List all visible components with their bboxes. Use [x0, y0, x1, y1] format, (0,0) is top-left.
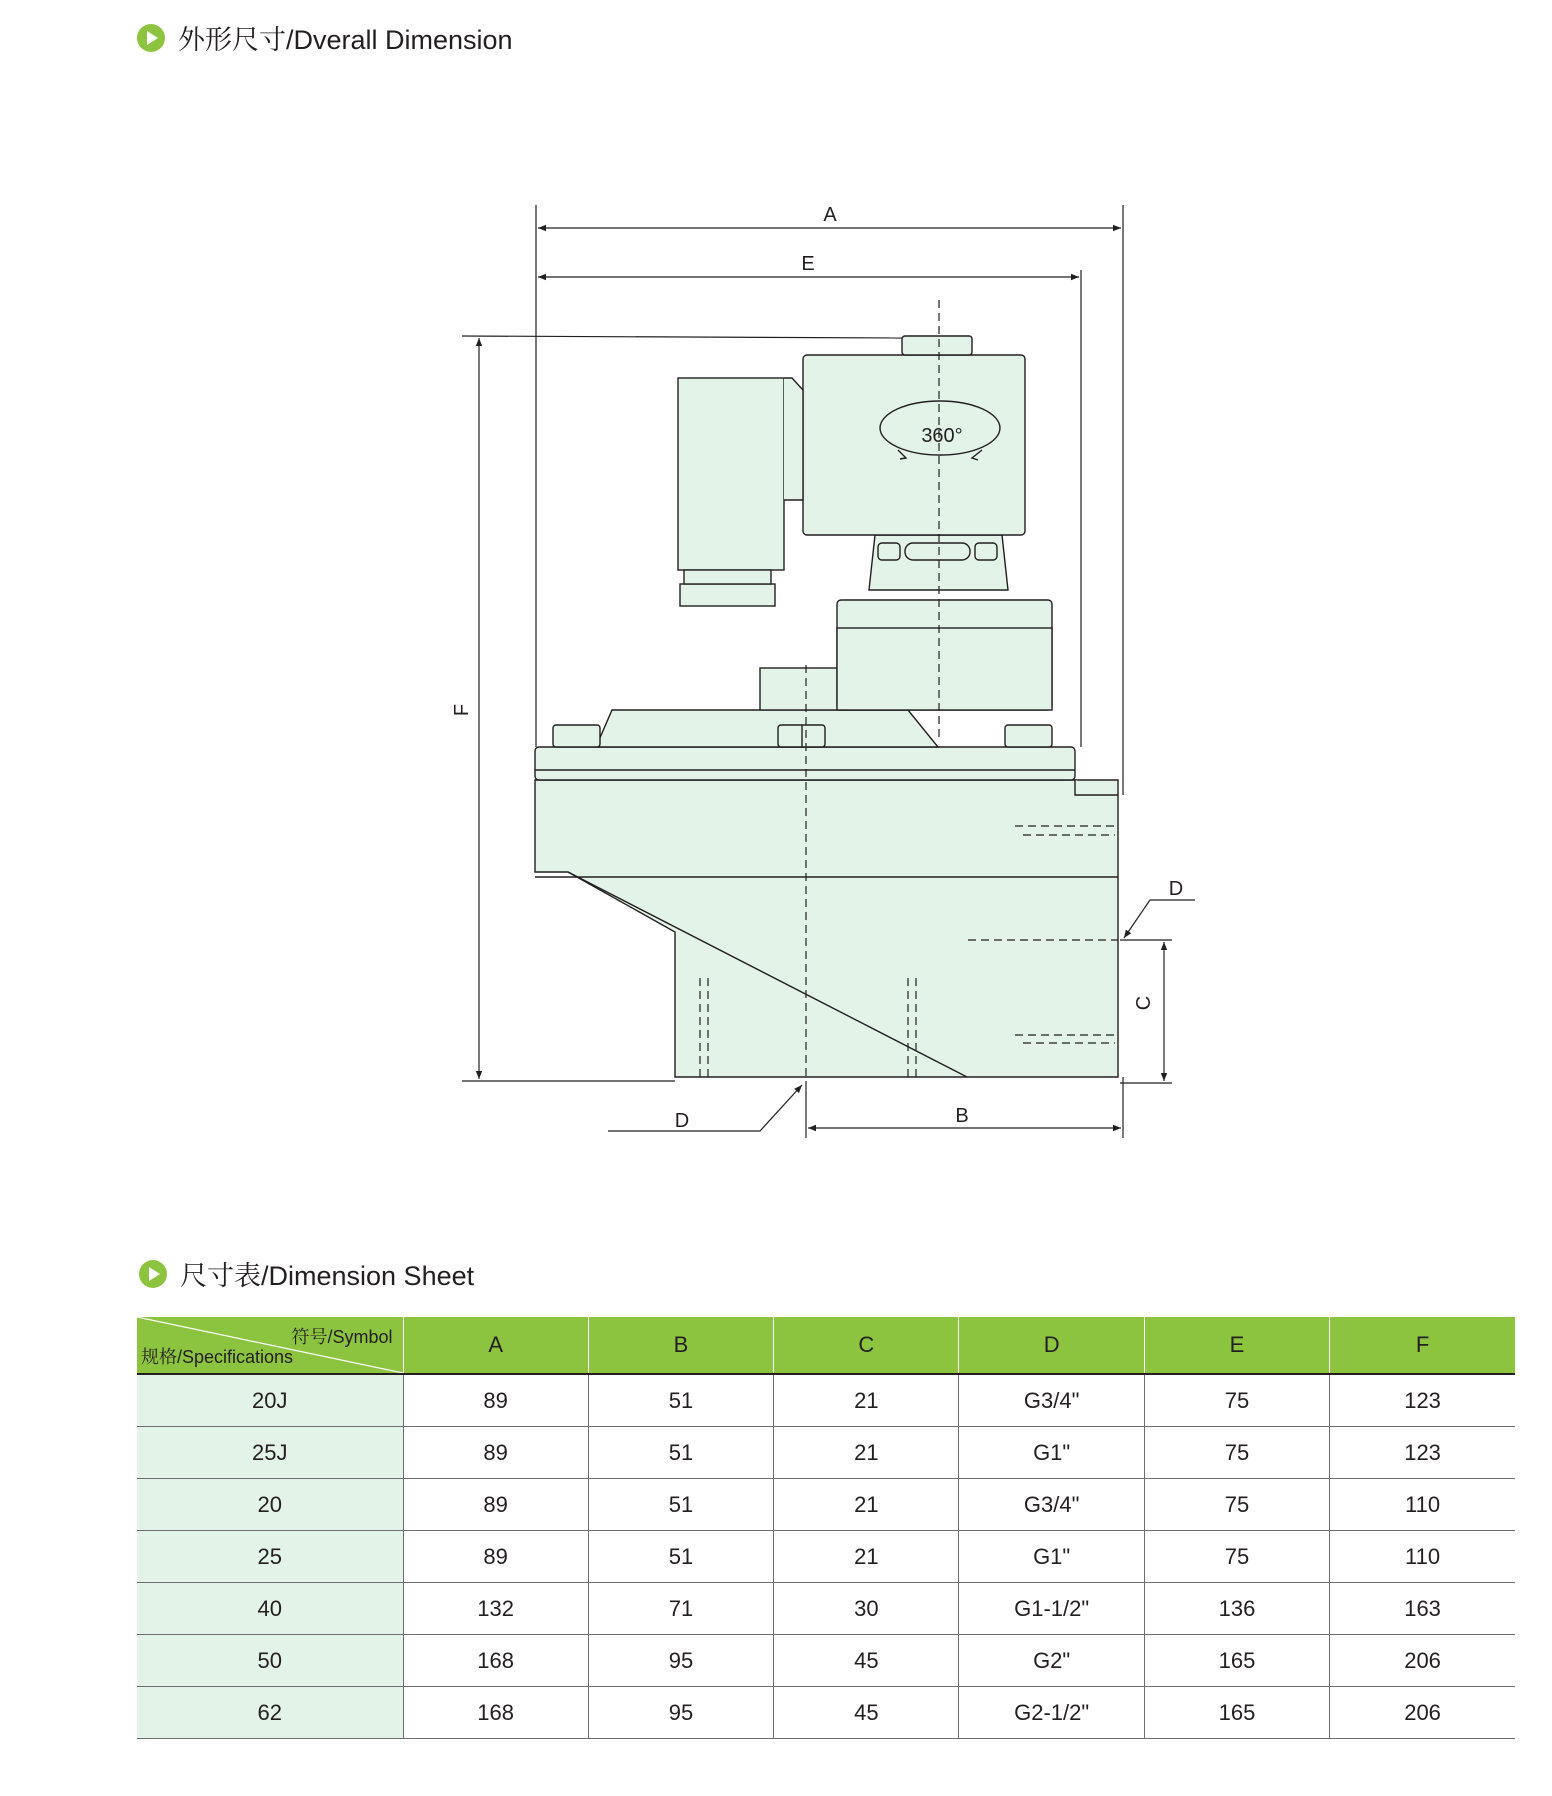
table-row: [137, 1687, 1515, 1739]
value-cell: 45: [774, 1687, 959, 1739]
value-cell: 75: [1144, 1374, 1329, 1427]
value-cell: 21: [774, 1427, 959, 1479]
value-cell: 206: [1330, 1635, 1515, 1687]
value-cell: 21: [774, 1531, 959, 1583]
value-cell: G3/4": [959, 1374, 1144, 1427]
table-row: [137, 1427, 1515, 1479]
table-row: [137, 1583, 1515, 1635]
value-cell: G3/4": [959, 1479, 1144, 1531]
column-header-D: D: [959, 1317, 1144, 1374]
dimension-table: [137, 1317, 1515, 1739]
label-E: E: [801, 253, 815, 275]
value-cell: 75: [1144, 1479, 1329, 1531]
spec-cell: 25J: [137, 1427, 403, 1479]
value-cell: 110: [1330, 1479, 1515, 1531]
value-cell: 75: [1144, 1427, 1329, 1479]
table-header-row: [137, 1317, 1515, 1374]
value-cell: 89: [403, 1427, 588, 1479]
value-cell: 89: [403, 1374, 588, 1427]
value-cell: G2-1/2": [959, 1687, 1144, 1739]
dimension-sheet-heading: [138, 1254, 474, 1293]
spec-cell: 40: [137, 1583, 403, 1635]
spec-cell: 62: [137, 1687, 403, 1739]
value-cell: 30: [774, 1583, 959, 1635]
value-cell: 132: [403, 1583, 588, 1635]
value-cell: 21: [774, 1374, 959, 1427]
label-A: A: [823, 204, 837, 226]
value-cell: 75: [1144, 1531, 1329, 1583]
table-row: [137, 1479, 1515, 1531]
value-cell: 51: [588, 1479, 773, 1531]
table-row: [137, 1374, 1515, 1427]
value-cell: 51: [588, 1427, 773, 1479]
value-cell: G1": [959, 1427, 1144, 1479]
dimension-sheet-title: 尺寸表/Dimension Sheet: [180, 1261, 475, 1291]
column-header-B: B: [588, 1317, 773, 1374]
value-cell: 165: [1144, 1687, 1329, 1739]
value-cell: 123: [1330, 1374, 1515, 1427]
table-row: [137, 1531, 1515, 1583]
rotation-label: 360°: [921, 425, 963, 447]
value-cell: G1": [959, 1531, 1144, 1583]
value-cell: 165: [1144, 1635, 1329, 1687]
table-row: [137, 1635, 1515, 1687]
value-cell: 163: [1330, 1583, 1515, 1635]
spec-cell: 20: [137, 1479, 403, 1531]
overall-dimension-title: 外形尺寸/Dverall Dimension: [178, 25, 513, 55]
spec-cell: 20J: [137, 1374, 403, 1427]
spec-cell: 50: [137, 1635, 403, 1687]
value-cell: 45: [774, 1635, 959, 1687]
label-C: C: [1133, 995, 1155, 1011]
value-cell: 95: [588, 1687, 773, 1739]
value-cell: 51: [588, 1374, 773, 1427]
spec-cell: 25: [137, 1531, 403, 1583]
value-cell: 21: [774, 1479, 959, 1531]
label-B: B: [955, 1105, 969, 1127]
value-cell: G2": [959, 1635, 1144, 1687]
value-cell: 123: [1330, 1427, 1515, 1479]
value-cell: G1-1/2": [959, 1583, 1144, 1635]
corner-header-cell: [137, 1317, 403, 1374]
value-cell: 110: [1330, 1531, 1515, 1583]
value-cell: 89: [403, 1531, 588, 1583]
value-cell: 136: [1144, 1583, 1329, 1635]
value-cell: 168: [403, 1687, 588, 1739]
corner-spec-label: 规格/Specifications: [141, 1347, 294, 1367]
value-cell: 71: [588, 1583, 773, 1635]
column-header-F: F: [1330, 1317, 1515, 1374]
play-circle-icon: [138, 1259, 168, 1289]
label-F: F: [451, 703, 473, 717]
label-D-bottom: D: [674, 1110, 690, 1132]
label-D-right: D: [1168, 878, 1184, 900]
value-cell: 206: [1330, 1687, 1515, 1739]
value-cell: 168: [403, 1635, 588, 1687]
column-header-C: C: [774, 1317, 959, 1374]
corner-symbol-label: 符号/Symbol: [291, 1327, 393, 1347]
value-cell: 89: [403, 1479, 588, 1531]
column-header-E: E: [1144, 1317, 1329, 1374]
value-cell: 95: [588, 1635, 773, 1687]
column-header-A: A: [403, 1317, 588, 1374]
value-cell: 51: [588, 1531, 773, 1583]
